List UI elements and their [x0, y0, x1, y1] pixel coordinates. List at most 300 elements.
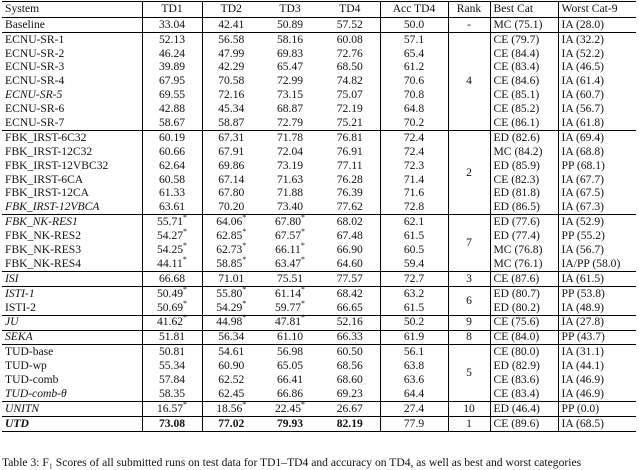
best-category — [490, 215, 558, 229]
td4-score-value: 75.21 — [336, 115, 363, 129]
td1-score — [142, 116, 202, 130]
td3-score-value: 47.81 — [274, 315, 302, 329]
td3-score — [260, 373, 320, 387]
worst-category-value: IA (67.3) — [561, 200, 605, 214]
td4-score — [320, 116, 380, 130]
best-category-value: ED (77.6) — [493, 215, 540, 229]
td2-score — [202, 373, 260, 387]
td1-score — [142, 272, 202, 287]
td3-score-value: 65.05 — [276, 359, 304, 373]
acc-td4-value: 72.4 — [403, 130, 425, 144]
best-category — [490, 159, 558, 173]
td4-score — [320, 315, 380, 330]
td4-score-value: 60.50 — [336, 345, 363, 359]
system-name — [2, 301, 142, 315]
td1-score — [142, 88, 202, 102]
best-category-value: CE (87.6) — [493, 271, 540, 285]
td2-score-value: 58.87 — [218, 115, 245, 129]
acc-td4-value: 65.4 — [403, 46, 425, 60]
td3-score — [260, 387, 320, 401]
worst-category-value: PP (43.7) — [561, 330, 605, 344]
system-name-value: Baseline — [5, 17, 45, 31]
td1-score — [142, 286, 202, 300]
td4-score-value: 77.57 — [336, 271, 363, 285]
worst-category — [558, 345, 636, 359]
td2-score — [202, 399, 260, 417]
system-name-value: FBK_IRST-6CA — [5, 172, 84, 186]
worst-category-value: IA (52.9) — [561, 215, 605, 229]
td1-score-value: 46.24 — [158, 46, 186, 60]
td3-score — [260, 298, 320, 315]
acc-td4 — [380, 301, 448, 315]
significance-marker: * — [242, 284, 247, 294]
td3-score-value: 56.98 — [276, 345, 304, 359]
td2-score-value: 70.20 — [218, 200, 245, 214]
best-category-value: CE (86.1) — [493, 115, 540, 129]
td2-score — [202, 145, 260, 159]
system-name — [2, 159, 142, 173]
system-name — [2, 215, 142, 229]
significance-marker: * — [242, 399, 247, 409]
td2-score-value: 47.99 — [218, 46, 245, 60]
td4-score-value: 74.82 — [336, 74, 363, 88]
worst-category-value: IA (28.0) — [561, 17, 605, 31]
table-row — [2, 387, 636, 401]
td2-score — [202, 229, 260, 243]
system-name — [2, 272, 142, 287]
significance-marker: * — [242, 227, 247, 237]
td3-score — [260, 131, 320, 145]
header-worst-cat: Worst Cat-9 — [558, 2, 636, 18]
rank-value: 1 — [466, 416, 472, 430]
worst-category — [558, 215, 636, 229]
best-category-value: ED (85.9) — [493, 158, 540, 172]
worst-category-value: IA (56.7) — [561, 242, 605, 256]
td3-score — [260, 18, 320, 33]
table-caption: Table 3: F₁ Scores of all submitted runs on test data for TD1–TD4 and accuracy on TD4, as well as best and worst categories — [2, 456, 582, 469]
td4-score — [320, 75, 380, 89]
table-row — [2, 32, 636, 46]
td4-score-value: 77.62 — [336, 200, 363, 214]
acc-td4 — [380, 18, 448, 33]
td3-score-value: 61.10 — [276, 330, 304, 344]
best-category-value: MC (75.1) — [493, 17, 543, 31]
td4-score-value: 72.76 — [336, 46, 363, 60]
td3-score-value: 68.87 — [276, 102, 304, 116]
rank-cell — [448, 330, 490, 345]
header-td4: TD4 — [320, 2, 380, 18]
significance-marker: * — [301, 298, 306, 308]
td1-score — [142, 359, 202, 373]
table-row — [2, 131, 636, 145]
best-category — [490, 145, 558, 159]
best-category — [490, 286, 558, 300]
td3-score-value: 72.79 — [276, 115, 304, 129]
td4-score — [320, 243, 380, 257]
system-name-value: SEKA — [5, 330, 33, 344]
system-name-value: FBK_IRST-12VBCA — [5, 200, 100, 214]
td2-score-value: 18.56 — [216, 401, 243, 415]
td4-score-value: 68.02 — [336, 215, 363, 229]
td2-score-value: 55.80 — [216, 286, 243, 300]
td2-score-value: 54.61 — [218, 345, 245, 359]
worst-category — [558, 416, 636, 431]
td1-score — [142, 131, 202, 145]
acc-td4-value: 70.2 — [403, 115, 425, 129]
td2-score-value: 67.91 — [218, 144, 245, 158]
td1-score-value: 55.71 — [156, 215, 184, 229]
rank-cell — [448, 416, 490, 431]
td2-score — [202, 272, 260, 287]
td3-score — [260, 173, 320, 187]
td4-score-value: 68.56 — [336, 359, 363, 373]
system-name — [2, 402, 142, 417]
significance-marker: * — [301, 227, 306, 237]
acc-td4 — [380, 416, 448, 431]
td1-score-value: 44.11 — [157, 256, 183, 270]
system-name-value: ISTI-1 — [5, 286, 35, 300]
system-name-value: FBK_IRST-12CA — [5, 186, 89, 200]
acc-td4-value: 27.4 — [403, 401, 425, 415]
system-name-value: JU — [5, 315, 19, 329]
table-row — [2, 215, 636, 229]
td1-score — [142, 330, 202, 345]
td3-score — [260, 272, 320, 287]
td3-score — [260, 286, 320, 300]
td4-score-value: 66.65 — [336, 300, 363, 314]
td4-score — [320, 47, 380, 61]
best-category-value: CE (80.0) — [493, 345, 540, 359]
acc-td4-value: 63.8 — [403, 359, 425, 373]
table-row — [2, 187, 636, 201]
td1-score — [142, 345, 202, 359]
best-category-value: CE (83.4) — [493, 386, 540, 400]
best-category — [490, 61, 558, 75]
best-category — [490, 75, 558, 89]
best-category — [490, 402, 558, 417]
acc-td4 — [380, 215, 448, 229]
td2-score — [202, 359, 260, 373]
best-category — [490, 18, 558, 33]
td3-score-value: 67.57 — [274, 229, 302, 243]
system-name — [2, 315, 142, 330]
td2-score — [202, 298, 260, 315]
table-body — [2, 18, 636, 432]
td2-score — [202, 257, 260, 271]
best-category — [490, 88, 558, 102]
rank-cell — [448, 315, 490, 330]
significance-marker: * — [183, 298, 188, 308]
worst-category-value: PP (0.0) — [561, 401, 600, 415]
td4-score — [320, 286, 380, 300]
td1-score-value: 50.49 — [156, 286, 184, 300]
td1-score — [142, 201, 202, 215]
td2-score — [202, 116, 260, 130]
worst-category — [558, 75, 636, 89]
acc-td4 — [380, 257, 448, 271]
td1-score-value: 58.67 — [158, 115, 186, 129]
significance-marker: * — [183, 213, 188, 223]
td4-score — [320, 301, 380, 315]
td2-score-value: 45.34 — [218, 102, 245, 116]
td2-score-value: 44.98 — [216, 315, 243, 329]
td1-score — [142, 416, 202, 431]
header-td3: TD3 — [260, 2, 320, 18]
td3-score — [260, 257, 320, 271]
td1-score-value: 16.57 — [156, 401, 184, 415]
significance-marker: * — [242, 213, 247, 223]
td2-score — [202, 286, 260, 300]
rank-cell — [448, 402, 490, 417]
td1-score — [142, 243, 202, 257]
table-row — [2, 373, 636, 387]
acc-td4-value: 77.9 — [403, 416, 425, 430]
worst-category-value: IA (46.9) — [561, 373, 605, 386]
significance-marker: * — [242, 255, 247, 265]
table-row — [2, 201, 636, 215]
table-row — [2, 330, 636, 345]
td1-score-value: 41.62 — [156, 315, 184, 329]
acc-td4 — [380, 201, 448, 215]
td1-score-value: 57.84 — [158, 373, 186, 386]
best-category-value: CE (85.2) — [493, 102, 540, 116]
significance-marker: * — [183, 284, 188, 294]
table-row — [2, 173, 636, 187]
table-row — [2, 257, 636, 271]
worst-category-value: IA (46.5) — [561, 60, 605, 74]
td1-score — [142, 32, 202, 46]
worst-category — [558, 402, 636, 417]
table-row — [2, 18, 636, 33]
td4-score-value: 68.42 — [336, 286, 363, 300]
table-header — [2, 2, 636, 18]
acc-td4-value: 72.7 — [403, 271, 425, 285]
system-name — [2, 373, 142, 387]
best-category-value: ED (81.8) — [493, 186, 540, 200]
td3-score — [260, 399, 320, 417]
td1-score-value: 60.66 — [158, 144, 186, 158]
worst-category-value: IA (69.4) — [561, 130, 605, 144]
system-name-value: FBK_NK-RES1 — [5, 215, 78, 229]
acc-td4-value: 71.4 — [403, 172, 425, 186]
td3-score — [260, 75, 320, 89]
worst-category-value: IA (68.5) — [561, 416, 605, 430]
table-row — [2, 286, 636, 300]
best-category — [490, 272, 558, 287]
best-category — [490, 187, 558, 201]
best-category — [490, 173, 558, 187]
system-name-value: ECNU-SR-4 — [5, 74, 65, 88]
significance-marker: * — [301, 213, 306, 223]
td4-score-value: 64.60 — [336, 256, 363, 270]
td4-score — [320, 416, 380, 431]
td2-score-value: 56.34 — [218, 330, 245, 344]
td1-score — [142, 102, 202, 116]
td3-score — [260, 88, 320, 102]
system-name-value: TUD-wp — [5, 359, 47, 373]
td3-score-value: 63.47 — [274, 256, 302, 270]
worst-category-value: IA (56.7) — [561, 102, 605, 116]
acc-td4-value: 63.2 — [403, 286, 425, 300]
td3-score-value: 73.40 — [276, 200, 304, 214]
acc-td4-value: 61.9 — [403, 330, 425, 344]
td2-score — [202, 315, 260, 330]
rank-value: 2 — [466, 165, 472, 179]
significance-marker: * — [301, 399, 306, 409]
system-name — [2, 229, 142, 243]
system-name-value: ISTI-2 — [5, 300, 36, 314]
worst-category-value: IA (31.1) — [561, 345, 605, 359]
td1-score-value: 42.88 — [158, 102, 186, 116]
worst-category — [558, 159, 636, 173]
acc-td4 — [380, 159, 448, 173]
td2-score-value: 69.86 — [218, 158, 245, 172]
best-category — [490, 315, 558, 330]
acc-td4-value: 62.1 — [403, 215, 425, 229]
best-category-value: ED (77.4) — [493, 229, 540, 243]
td2-score-value: 56.58 — [218, 32, 245, 46]
acc-td4 — [380, 345, 448, 359]
td3-score — [260, 47, 320, 61]
system-name — [2, 145, 142, 159]
rank-cell — [448, 131, 490, 215]
best-category-value: ED (82.9) — [493, 359, 540, 373]
td4-score — [320, 131, 380, 145]
table-row — [2, 416, 636, 431]
td3-score-value: 69.83 — [276, 46, 304, 60]
td2-score-value: 72.16 — [218, 88, 245, 102]
td4-score-value: 52.16 — [336, 315, 363, 329]
td1-score-value: 52.13 — [158, 32, 186, 46]
best-category-value: CE (84.4) — [493, 46, 540, 60]
td4-score-value: 66.90 — [336, 242, 363, 256]
worst-category — [558, 257, 636, 271]
td4-score — [320, 359, 380, 373]
system-name — [2, 173, 142, 187]
acc-td4-value: 70.8 — [403, 88, 425, 102]
best-category — [490, 359, 558, 373]
worst-category — [558, 315, 636, 330]
td1-score-value: 54.25 — [156, 242, 184, 256]
td4-score — [320, 373, 380, 387]
worst-category — [558, 187, 636, 201]
header-td1: TD1 — [142, 2, 202, 18]
best-category — [490, 330, 558, 345]
worst-category — [558, 387, 636, 401]
worst-category — [558, 359, 636, 373]
system-name — [2, 359, 142, 373]
best-category-value: CE (75.6) — [493, 315, 540, 329]
best-category-value: CE (79.7) — [493, 32, 540, 46]
worst-category — [558, 330, 636, 345]
system-name-value: ECNU-SR-6 — [5, 102, 65, 116]
td3-score-value: 71.63 — [276, 172, 304, 186]
worst-category-value: IA (61.5) — [561, 271, 605, 285]
rank-cell — [448, 272, 490, 287]
td2-score-value: 54.29 — [216, 300, 243, 314]
significance-marker: * — [183, 241, 188, 251]
worst-category-value: PP (53.8) — [561, 286, 605, 300]
best-category-value: CE (83.4) — [493, 60, 540, 74]
td2-score — [202, 32, 260, 46]
system-name — [2, 416, 142, 431]
td1-score-value: 67.95 — [158, 74, 186, 88]
acc-td4-value: 72.8 — [403, 200, 425, 214]
rank-cell — [448, 32, 490, 130]
td1-score — [142, 298, 202, 315]
td3-score-value: 22.45 — [274, 401, 302, 415]
td3-score-value: 58.16 — [276, 32, 304, 46]
td2-score-value: 62.73 — [216, 242, 243, 256]
td3-score — [260, 145, 320, 159]
worst-category — [558, 47, 636, 61]
td1-score-value: 33.04 — [158, 17, 186, 31]
td3-score — [260, 229, 320, 243]
td2-score-value: 62.45 — [218, 386, 245, 400]
table-row — [2, 159, 636, 173]
results-table — [2, 1, 636, 432]
system-name-value: ISI — [5, 271, 19, 285]
td2-score — [202, 330, 260, 345]
system-name-value: UNITN — [5, 401, 40, 415]
acc-td4-value: 63.6 — [403, 373, 425, 386]
worst-category — [558, 88, 636, 102]
td4-score — [320, 229, 380, 243]
header-acc-td4: Acc TD4 — [380, 2, 448, 18]
td2-score — [202, 416, 260, 431]
system-name — [2, 131, 142, 145]
td4-score — [320, 18, 380, 33]
best-category — [490, 373, 558, 387]
td3-score-value: 67.80 — [274, 215, 302, 229]
td1-score-value: 50.69 — [156, 300, 184, 314]
best-category-value: CE (89.6) — [493, 416, 540, 430]
td1-score-value: 63.61 — [158, 200, 186, 214]
td1-score — [142, 145, 202, 159]
best-category — [490, 116, 558, 130]
td2-score-value: 67.31 — [218, 130, 245, 144]
worst-category-value: IA (52.2) — [561, 46, 605, 60]
best-category — [490, 229, 558, 243]
system-name-value: ECNU-SR-7 — [5, 115, 65, 129]
best-category-value: CE (84.0) — [493, 330, 540, 344]
acc-td4-value: 56.1 — [403, 345, 425, 359]
table-row — [2, 75, 636, 89]
rank-cell-value: - — [467, 17, 471, 31]
td3-score — [260, 159, 320, 173]
worst-category-value: IA (32.2) — [561, 32, 605, 46]
system-name-value: ECNU-SR-5 — [5, 88, 63, 102]
td2-score — [202, 102, 260, 116]
td1-score — [142, 229, 202, 243]
td1-score — [142, 387, 202, 401]
header-system: System — [2, 2, 142, 18]
worst-category — [558, 301, 636, 315]
td4-score-value: 76.81 — [336, 130, 363, 144]
td3-score-value: 66.86 — [276, 386, 304, 400]
td3-score — [260, 61, 320, 75]
best-category-value: MC (76.8) — [493, 242, 543, 256]
system-name — [2, 32, 142, 46]
td3-score — [260, 243, 320, 257]
td2-score — [202, 173, 260, 187]
worst-category — [558, 61, 636, 75]
td4-score — [320, 215, 380, 229]
td2-score-value: 58.85 — [216, 256, 243, 270]
td3-score-value: 71.88 — [276, 186, 304, 200]
table-row — [2, 243, 636, 257]
td4-score-value: 66.33 — [336, 330, 363, 344]
